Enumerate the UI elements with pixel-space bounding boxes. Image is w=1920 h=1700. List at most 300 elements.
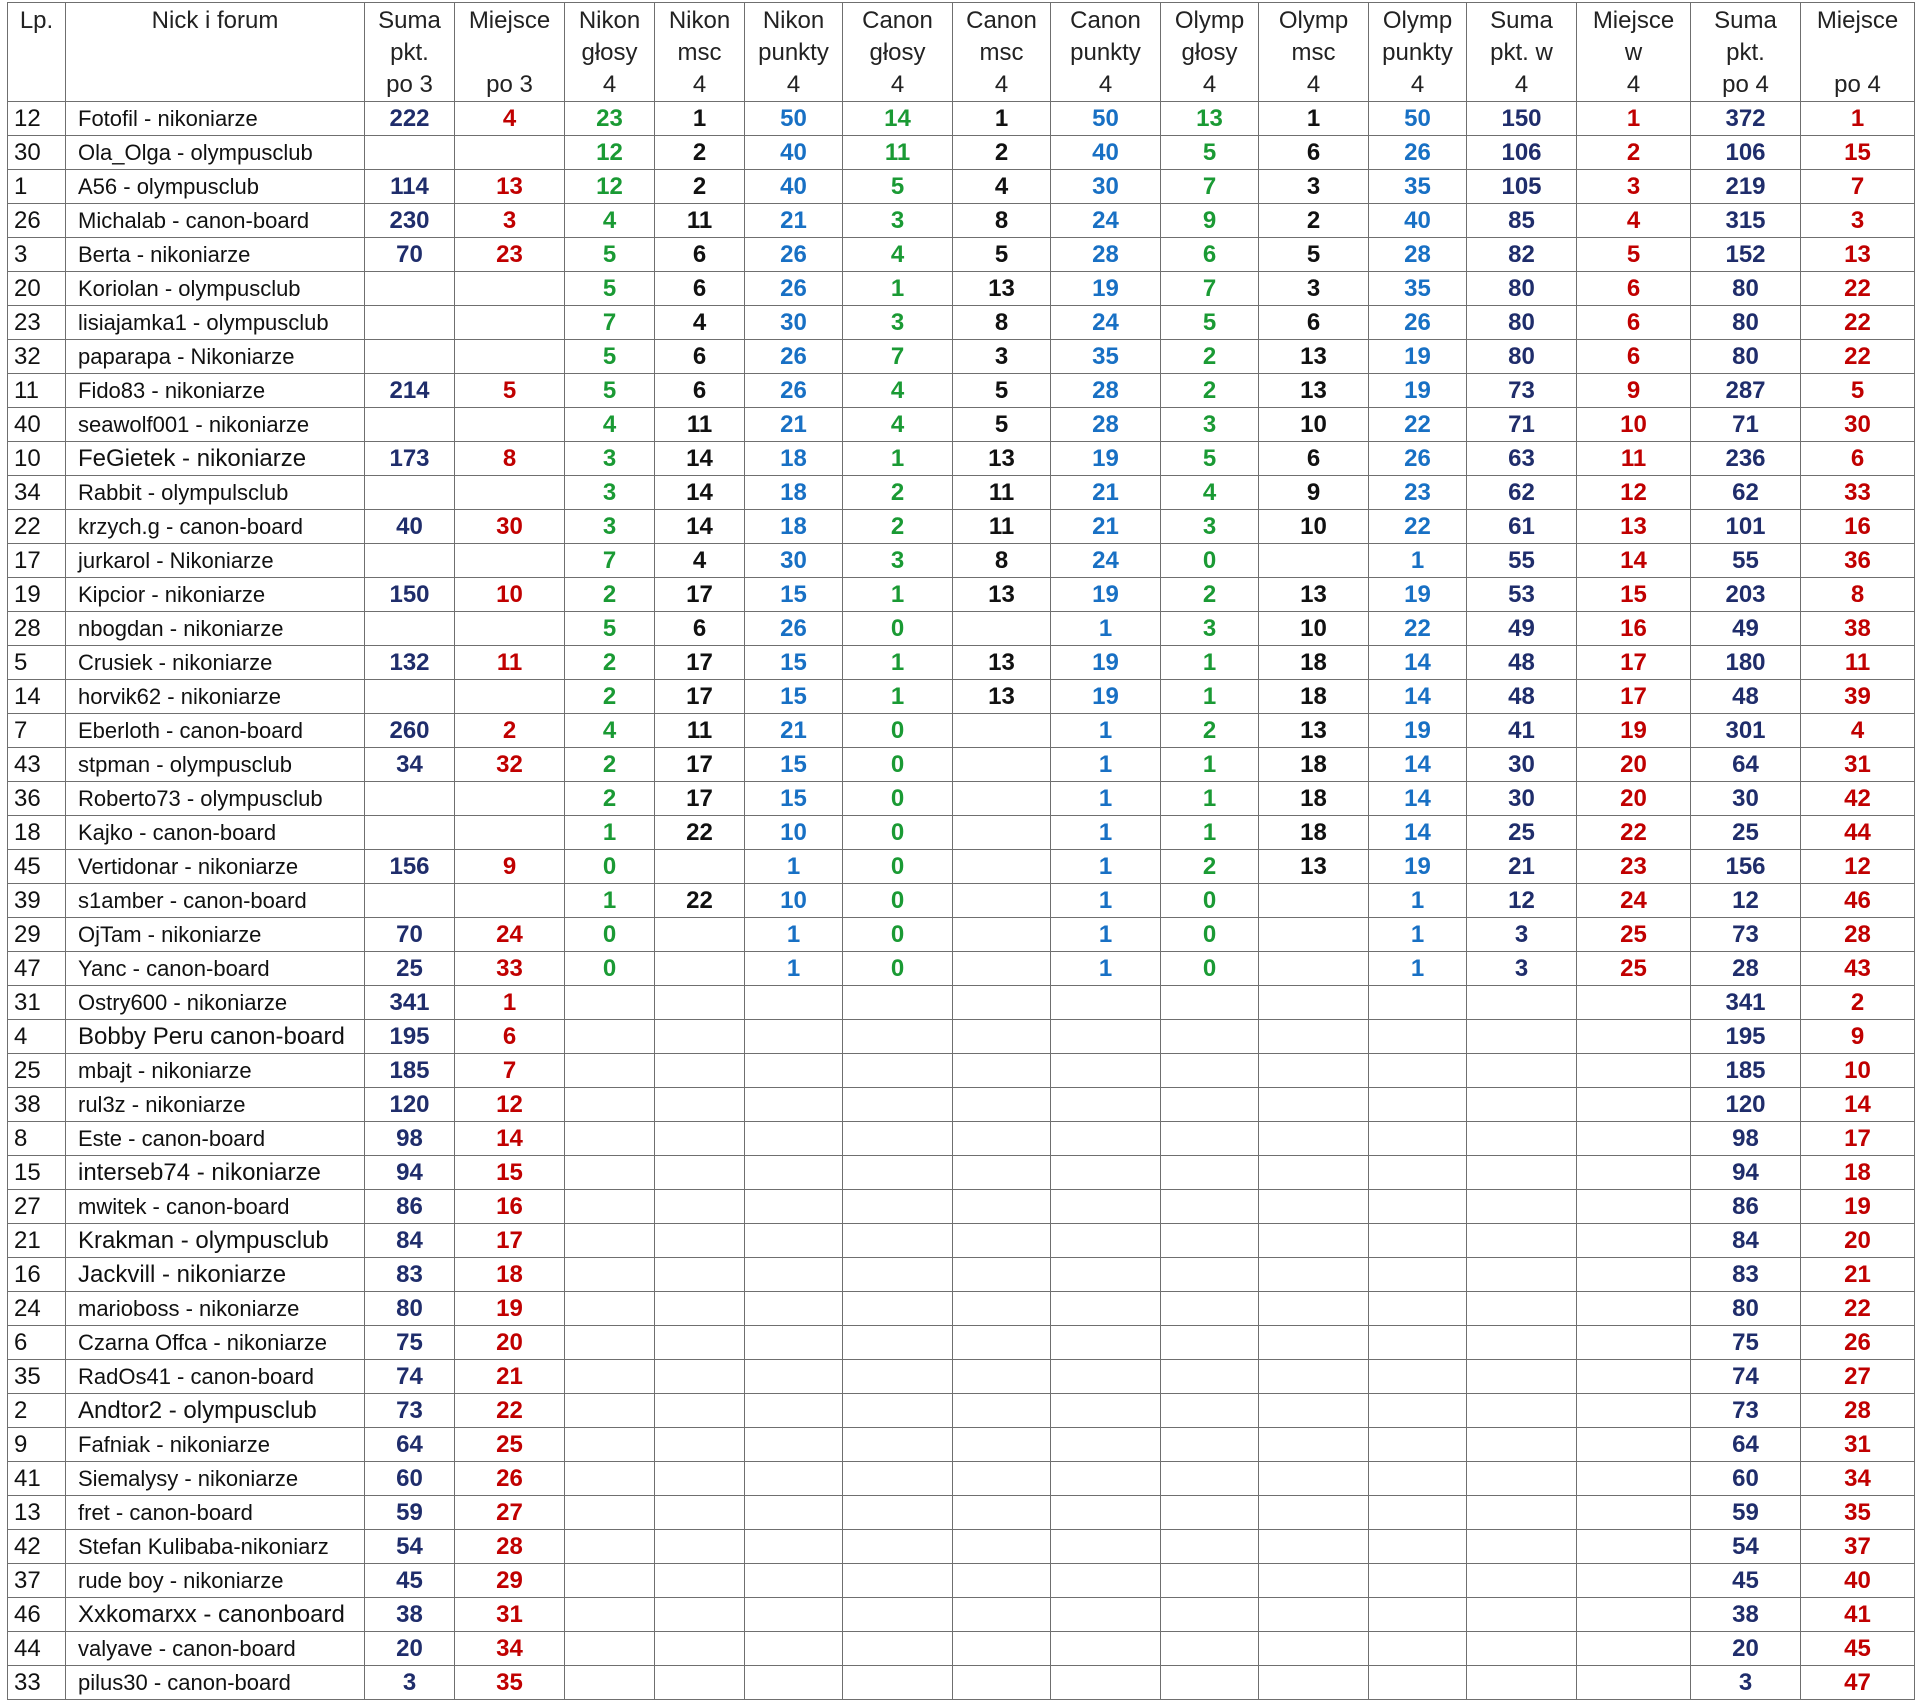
cell-s3: 195 [365, 1020, 455, 1054]
cell-sw [1467, 1394, 1577, 1428]
cell-np [745, 1428, 843, 1462]
cell-np: 40 [745, 170, 843, 204]
cell-np: 21 [745, 408, 843, 442]
cell-lp: 20 [8, 272, 66, 306]
cell-og [1161, 1156, 1259, 1190]
column-header-line: 4 [890, 71, 905, 98]
cell-op: 14 [1369, 748, 1467, 782]
column-header-line [66, 69, 364, 101]
cell-sw: 48 [1467, 646, 1577, 680]
cell-nick: fret - canon-board [66, 1496, 365, 1530]
cell-np [745, 1190, 843, 1224]
cell-mw: 17 [1577, 646, 1691, 680]
cell-s3: 74 [365, 1360, 455, 1394]
cell-cp [1051, 1088, 1161, 1122]
cell-cg: 4 [843, 238, 953, 272]
cell-s4: 203 [1691, 578, 1801, 612]
cell-np [745, 1088, 843, 1122]
cell-ng [565, 1462, 655, 1496]
cell-nm [655, 1598, 745, 1632]
cell-og: 1 [1161, 782, 1259, 816]
cell-sw: 62 [1467, 476, 1577, 510]
cell-np [745, 986, 843, 1020]
cell-sw [1467, 1462, 1577, 1496]
cell-m4: 39 [1801, 680, 1915, 714]
cell-s4: 25 [1691, 816, 1801, 850]
cell-cp [1051, 1020, 1161, 1054]
cell-m4: 22 [1801, 272, 1915, 306]
column-header-line: 4 [786, 71, 801, 98]
cell-s3: 132 [365, 646, 455, 680]
cell-cm: 5 [953, 408, 1051, 442]
cell-lp: 9 [8, 1428, 66, 1462]
column-header-line: Suma [1714, 7, 1777, 34]
cell-np [745, 1666, 843, 1700]
cell-om [1259, 1054, 1369, 1088]
column-header-cp [1051, 3, 1161, 102]
cell-sw [1467, 986, 1577, 1020]
cell-lp: 10 [8, 442, 66, 476]
cell-ng: 4 [565, 714, 655, 748]
cell-s3 [365, 884, 455, 918]
cell-mw: 20 [1577, 748, 1691, 782]
cell-s3: 83 [365, 1258, 455, 1292]
cell-op [1369, 1020, 1467, 1054]
cell-m4: 1 [1801, 102, 1915, 136]
cell-mw: 20 [1577, 782, 1691, 816]
cell-sw [1467, 1598, 1577, 1632]
cell-cm: 1 [953, 102, 1051, 136]
cell-cp [1051, 1190, 1161, 1224]
cell-og [1161, 1190, 1259, 1224]
cell-lp: 40 [8, 408, 66, 442]
cell-mw: 14 [1577, 544, 1691, 578]
cell-op: 1 [1369, 918, 1467, 952]
cell-om [1259, 1666, 1369, 1700]
cell-m4: 13 [1801, 238, 1915, 272]
cell-np: 26 [745, 272, 843, 306]
cell-s3 [365, 136, 455, 170]
cell-nick: nbogdan - nikoniarze [66, 612, 365, 646]
cell-m4: 7 [1801, 170, 1915, 204]
cell-cm [953, 1122, 1051, 1156]
cell-om [1259, 1632, 1369, 1666]
cell-og: 3 [1161, 510, 1259, 544]
cell-m4: 22 [1801, 306, 1915, 340]
cell-nm [655, 1360, 745, 1394]
cell-ng [565, 1496, 655, 1530]
column-header-line: 4 [1626, 71, 1641, 98]
cell-mw [1577, 1292, 1691, 1326]
column-header-line: pkt. [1726, 39, 1765, 66]
cell-sw [1467, 1190, 1577, 1224]
cell-nick: FeGietek - nikoniarze [66, 442, 365, 476]
cell-m4: 11 [1801, 646, 1915, 680]
cell-lp: 4 [8, 1020, 66, 1054]
cell-cg [843, 1156, 953, 1190]
cell-m4: 27 [1801, 1360, 1915, 1394]
column-header-line: punkty [758, 39, 829, 66]
cell-nm: 4 [655, 544, 745, 578]
cell-og [1161, 1428, 1259, 1462]
column-header-line: msc [1291, 39, 1336, 66]
cell-m3: 32 [455, 748, 565, 782]
cell-cm [953, 1666, 1051, 1700]
cell-sw: 150 [1467, 102, 1577, 136]
cell-cm [953, 612, 1051, 646]
cell-s4: 195 [1691, 1020, 1801, 1054]
column-header-sw [1467, 3, 1577, 102]
cell-m3 [455, 680, 565, 714]
cell-op [1369, 1360, 1467, 1394]
table-row [8, 1496, 1915, 1530]
cell-cm [953, 884, 1051, 918]
cell-op: 22 [1369, 510, 1467, 544]
column-header-line: 4 [1514, 71, 1529, 98]
cell-og [1161, 1666, 1259, 1700]
cell-cp: 1 [1051, 918, 1161, 952]
cell-np [745, 1292, 843, 1326]
cell-s3: 60 [365, 1462, 455, 1496]
cell-mw [1577, 986, 1691, 1020]
cell-m3 [455, 476, 565, 510]
cell-ng [565, 1326, 655, 1360]
cell-cm [953, 1360, 1051, 1394]
cell-cm [953, 1598, 1051, 1632]
column-header-line: punkty [1070, 39, 1141, 66]
cell-op [1369, 1666, 1467, 1700]
cell-mw: 23 [1577, 850, 1691, 884]
column-header-nm [655, 3, 745, 102]
cell-np: 10 [745, 816, 843, 850]
table-row [8, 612, 1915, 646]
cell-sw: 49 [1467, 612, 1577, 646]
cell-lp: 11 [8, 374, 66, 408]
cell-np: 1 [745, 952, 843, 986]
column-header-line [455, 37, 564, 69]
cell-cp: 24 [1051, 544, 1161, 578]
cell-sw: 80 [1467, 306, 1577, 340]
cell-op [1369, 986, 1467, 1020]
column-header-line: Suma [1490, 7, 1553, 34]
cell-og [1161, 1632, 1259, 1666]
cell-op: 40 [1369, 204, 1467, 238]
cell-nm: 2 [655, 136, 745, 170]
cell-m3: 31 [455, 1598, 565, 1632]
cell-nm: 6 [655, 238, 745, 272]
cell-np [745, 1564, 843, 1598]
cell-op [1369, 1496, 1467, 1530]
cell-lp: 24 [8, 1292, 66, 1326]
cell-mw: 12 [1577, 476, 1691, 510]
cell-om [1259, 1598, 1369, 1632]
cell-s3: 34 [365, 748, 455, 782]
cell-cm: 11 [953, 476, 1051, 510]
table-row [8, 476, 1915, 510]
cell-nm: 17 [655, 578, 745, 612]
cell-m3 [455, 136, 565, 170]
cell-mw: 13 [1577, 510, 1691, 544]
cell-mw: 10 [1577, 408, 1691, 442]
cell-cp [1051, 1496, 1161, 1530]
cell-m3: 35 [455, 1666, 565, 1700]
cell-np [745, 1258, 843, 1292]
cell-cg [843, 986, 953, 1020]
cell-nick: krzych.g - canon-board [66, 510, 365, 544]
cell-cg [843, 1632, 953, 1666]
column-header-s3 [365, 3, 455, 102]
cell-ng: 5 [565, 238, 655, 272]
cell-og: 0 [1161, 952, 1259, 986]
cell-s4: 120 [1691, 1088, 1801, 1122]
cell-sw [1467, 1020, 1577, 1054]
table-row [8, 1292, 1915, 1326]
cell-mw [1577, 1122, 1691, 1156]
cell-mw [1577, 1020, 1691, 1054]
cell-ng [565, 1054, 655, 1088]
column-header-line: Nikon [668, 7, 731, 34]
cell-mw [1577, 1088, 1691, 1122]
cell-op: 14 [1369, 680, 1467, 714]
cell-m3 [455, 816, 565, 850]
cell-mw [1577, 1632, 1691, 1666]
cell-mw [1577, 1360, 1691, 1394]
cell-ng: 2 [565, 680, 655, 714]
cell-m4: 31 [1801, 748, 1915, 782]
cell-cg: 1 [843, 578, 953, 612]
cell-s3: 70 [365, 918, 455, 952]
cell-ng [565, 1530, 655, 1564]
cell-m4: 17 [1801, 1122, 1915, 1156]
cell-lp: 42 [8, 1530, 66, 1564]
cell-np: 15 [745, 748, 843, 782]
cell-og: 5 [1161, 306, 1259, 340]
table-row [8, 170, 1915, 204]
cell-cg [843, 1394, 953, 1428]
column-header-line: Miejsce [468, 7, 551, 34]
cell-nm [655, 952, 745, 986]
cell-nick: Koriolan - olympusclub [66, 272, 365, 306]
cell-s3: 341 [365, 986, 455, 1020]
cell-np [745, 1598, 843, 1632]
cell-s4: 80 [1691, 340, 1801, 374]
cell-cp [1051, 1258, 1161, 1292]
cell-m3 [455, 306, 565, 340]
cell-mw [1577, 1598, 1691, 1632]
cell-m3: 22 [455, 1394, 565, 1428]
cell-np: 10 [745, 884, 843, 918]
cell-nm: 17 [655, 646, 745, 680]
cell-op: 14 [1369, 782, 1467, 816]
table-row [8, 986, 1915, 1020]
cell-s4: 219 [1691, 170, 1801, 204]
cell-s4: 60 [1691, 1462, 1801, 1496]
cell-m3: 13 [455, 170, 565, 204]
cell-cm [953, 850, 1051, 884]
cell-sw: 73 [1467, 374, 1577, 408]
cell-op: 19 [1369, 714, 1467, 748]
column-header-np [745, 3, 843, 102]
cell-lp: 30 [8, 136, 66, 170]
cell-mw [1577, 1326, 1691, 1360]
cell-lp: 15 [8, 1156, 66, 1190]
cell-cg: 0 [843, 612, 953, 646]
cell-s3: 185 [365, 1054, 455, 1088]
cell-m4: 40 [1801, 1564, 1915, 1598]
cell-ng [565, 1088, 655, 1122]
cell-cm [953, 1394, 1051, 1428]
cell-m3: 29 [455, 1564, 565, 1598]
cell-cp [1051, 1564, 1161, 1598]
cell-og: 1 [1161, 646, 1259, 680]
column-header-line: Olymp [1174, 7, 1245, 34]
cell-np [745, 1360, 843, 1394]
cell-om [1259, 1292, 1369, 1326]
cell-ng: 5 [565, 340, 655, 374]
cell-np: 26 [745, 612, 843, 646]
cell-cp: 30 [1051, 170, 1161, 204]
cell-sw [1467, 1530, 1577, 1564]
cell-lp: 23 [8, 306, 66, 340]
cell-s3: 70 [365, 238, 455, 272]
cell-cg [843, 1224, 953, 1258]
cell-og: 13 [1161, 102, 1259, 136]
cell-nm: 6 [655, 374, 745, 408]
cell-cg: 0 [843, 782, 953, 816]
cell-nick: mbajt - nikoniarze [66, 1054, 365, 1088]
column-header-line: po 3 [386, 71, 433, 98]
column-header-ng [565, 3, 655, 102]
cell-cg: 1 [843, 442, 953, 476]
cell-cg: 11 [843, 136, 953, 170]
cell-sw [1467, 1292, 1577, 1326]
cell-ng [565, 1020, 655, 1054]
cell-ng: 7 [565, 544, 655, 578]
cell-s3: 59 [365, 1496, 455, 1530]
cell-s3 [365, 544, 455, 578]
cell-cg [843, 1496, 953, 1530]
cell-nick: Eberloth - canon-board [66, 714, 365, 748]
cell-lp: 13 [8, 1496, 66, 1530]
cell-ng [565, 986, 655, 1020]
cell-om: 1 [1259, 102, 1369, 136]
ranking-table-container [7, 2, 1915, 1700]
cell-om [1259, 1020, 1369, 1054]
cell-nm [655, 1564, 745, 1598]
cell-m4: 36 [1801, 544, 1915, 578]
cell-nick: Andtor2 - olympusclub [66, 1394, 365, 1428]
cell-cg: 0 [843, 714, 953, 748]
cell-m3: 21 [455, 1360, 565, 1394]
cell-np: 50 [745, 102, 843, 136]
cell-lp: 25 [8, 1054, 66, 1088]
cell-ng: 5 [565, 612, 655, 646]
cell-m3: 24 [455, 918, 565, 952]
cell-lp: 7 [8, 714, 66, 748]
cell-lp: 46 [8, 1598, 66, 1632]
cell-nm: 2 [655, 170, 745, 204]
column-header-line: po 4 [1722, 71, 1769, 98]
table-row [8, 1394, 1915, 1428]
cell-cm [953, 1292, 1051, 1326]
cell-ng: 12 [565, 136, 655, 170]
cell-sw: 48 [1467, 680, 1577, 714]
cell-m3 [455, 782, 565, 816]
cell-sw [1467, 1224, 1577, 1258]
cell-nick: OjTam - nikoniarze [66, 918, 365, 952]
cell-nm: 14 [655, 510, 745, 544]
cell-cp: 24 [1051, 306, 1161, 340]
cell-np [745, 1394, 843, 1428]
cell-cm [953, 1020, 1051, 1054]
cell-og [1161, 1088, 1259, 1122]
cell-om: 10 [1259, 612, 1369, 646]
cell-nick: Fido83 - nikoniarze [66, 374, 365, 408]
cell-og [1161, 1292, 1259, 1326]
cell-mw [1577, 1190, 1691, 1224]
cell-s3 [365, 340, 455, 374]
cell-lp: 19 [8, 578, 66, 612]
cell-s4: 54 [1691, 1530, 1801, 1564]
cell-s4: 64 [1691, 748, 1801, 782]
cell-cp: 28 [1051, 408, 1161, 442]
cell-m3: 19 [455, 1292, 565, 1326]
column-header-line: Nick i forum [151, 7, 279, 34]
cell-nm [655, 1326, 745, 1360]
cell-m4: 30 [1801, 408, 1915, 442]
cell-s3: 40 [365, 510, 455, 544]
cell-s4: 341 [1691, 986, 1801, 1020]
cell-s3 [365, 408, 455, 442]
cell-og: 5 [1161, 136, 1259, 170]
cell-op: 14 [1369, 816, 1467, 850]
cell-om: 6 [1259, 136, 1369, 170]
column-header-line: pkt. [390, 39, 429, 66]
cell-m3: 8 [455, 442, 565, 476]
cell-nm [655, 1632, 745, 1666]
table-row [8, 442, 1915, 476]
cell-np: 30 [745, 544, 843, 578]
cell-ng: 2 [565, 646, 655, 680]
cell-lp: 41 [8, 1462, 66, 1496]
cell-om [1259, 1428, 1369, 1462]
column-header-line: Lp. [19, 7, 54, 34]
cell-cp [1051, 1122, 1161, 1156]
table-body [8, 102, 1915, 1700]
cell-nick: mwitek - canon-board [66, 1190, 365, 1224]
cell-lp: 26 [8, 204, 66, 238]
cell-cg: 4 [843, 374, 953, 408]
column-header-line: Miejsce [1816, 7, 1899, 34]
cell-sw [1467, 1496, 1577, 1530]
table-row [8, 1088, 1915, 1122]
cell-og: 4 [1161, 476, 1259, 510]
cell-cp [1051, 1360, 1161, 1394]
cell-nick: Bobby Peru canon-board [66, 1020, 365, 1054]
cell-lp: 14 [8, 680, 66, 714]
cell-sw: 12 [1467, 884, 1577, 918]
column-header-m3 [455, 3, 565, 102]
cell-og [1161, 1564, 1259, 1598]
cell-s3: 260 [365, 714, 455, 748]
cell-og: 0 [1161, 918, 1259, 952]
column-header-cm [953, 3, 1051, 102]
cell-cm: 5 [953, 374, 1051, 408]
cell-ng: 7 [565, 306, 655, 340]
cell-sw: 105 [1467, 170, 1577, 204]
table-row [8, 952, 1915, 986]
cell-og: 5 [1161, 442, 1259, 476]
